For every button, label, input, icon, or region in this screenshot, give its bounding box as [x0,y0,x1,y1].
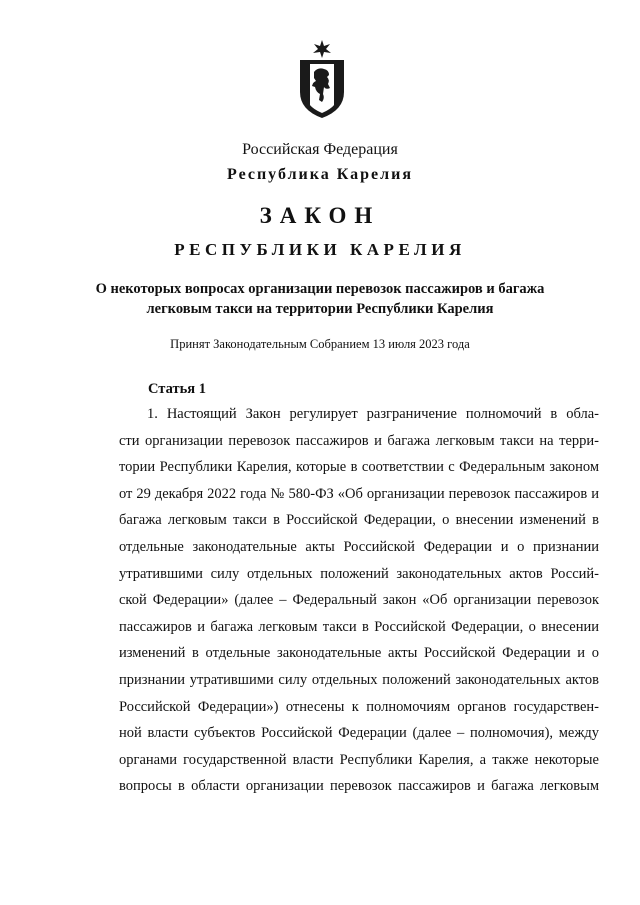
law-title-line: О некоторых вопросах организации перевозок пассажиров и багажа [95,281,545,297]
law-subheading: РЕСПУБЛИКИ КАРЕЛИЯ [174,240,466,259]
paragraph-line: изменений в отдельные законодательные акты Российской Федерации и о [119,645,599,662]
article-heading: Статья 1 [148,381,206,397]
paragraph-line: Российской Федерации») отнесены к полномочиям органов государствен- [119,698,599,715]
paragraph-line: утратившими силу отдельных положений законодательных актов Россий- [119,565,599,582]
paragraph-line: органами государственной власти Республики Карелия, а также некоторые [119,751,599,768]
paragraph-line: ной власти субъектов Российской Федерации (далее – полномочия), между [119,725,599,742]
paragraph-line: багажа легковым такси в Российской Федерации, о внесении изменений в [119,512,599,529]
coat-of-arms-icon [296,40,348,120]
paragraph-line: сти организации перевозок пассажиров и багажа легковым такси на терри- [119,432,599,449]
paragraph-line: от 29 декабря 2022 года № 580-ФЗ «Об организации перевозок пассажиров и [119,485,599,502]
paragraph-line: признании утратившими силу отдельных положений законодательных актов [119,671,599,688]
paragraph-line: вопросы в области организации перевозок пассажиров и багажа легковым [119,778,599,795]
paragraph-line: 1. Настоящий Закон регулирует разграничение полномочий в обла- [147,406,599,422]
article-paragraph [119,401,599,800]
republic-name: Республика Карелия [227,166,413,183]
star-icon [313,40,331,58]
paragraph-line: пассажиров и багажа легковым такси в Российской Федерации, о внесении [119,618,599,635]
paragraph-line: ской Федерации» (далее – Федеральный закон «Об организации перевозок [119,592,599,609]
law-heading: ЗАКОН [259,203,381,228]
paragraph-line: отдельные законодательные акты Российской Федерации и о признании [119,538,599,555]
country-name: Российская Федерация [242,141,398,158]
law-title-line: легковым такси на территории Республики Карелия [146,301,494,317]
adoption-note: Принят Законодательным Собранием 13 июля 2023 года [170,337,470,351]
paragraph-line: тории Республики Карелия, которые в соответствии с Федеральным законом [119,459,599,476]
law-title [0,279,640,319]
